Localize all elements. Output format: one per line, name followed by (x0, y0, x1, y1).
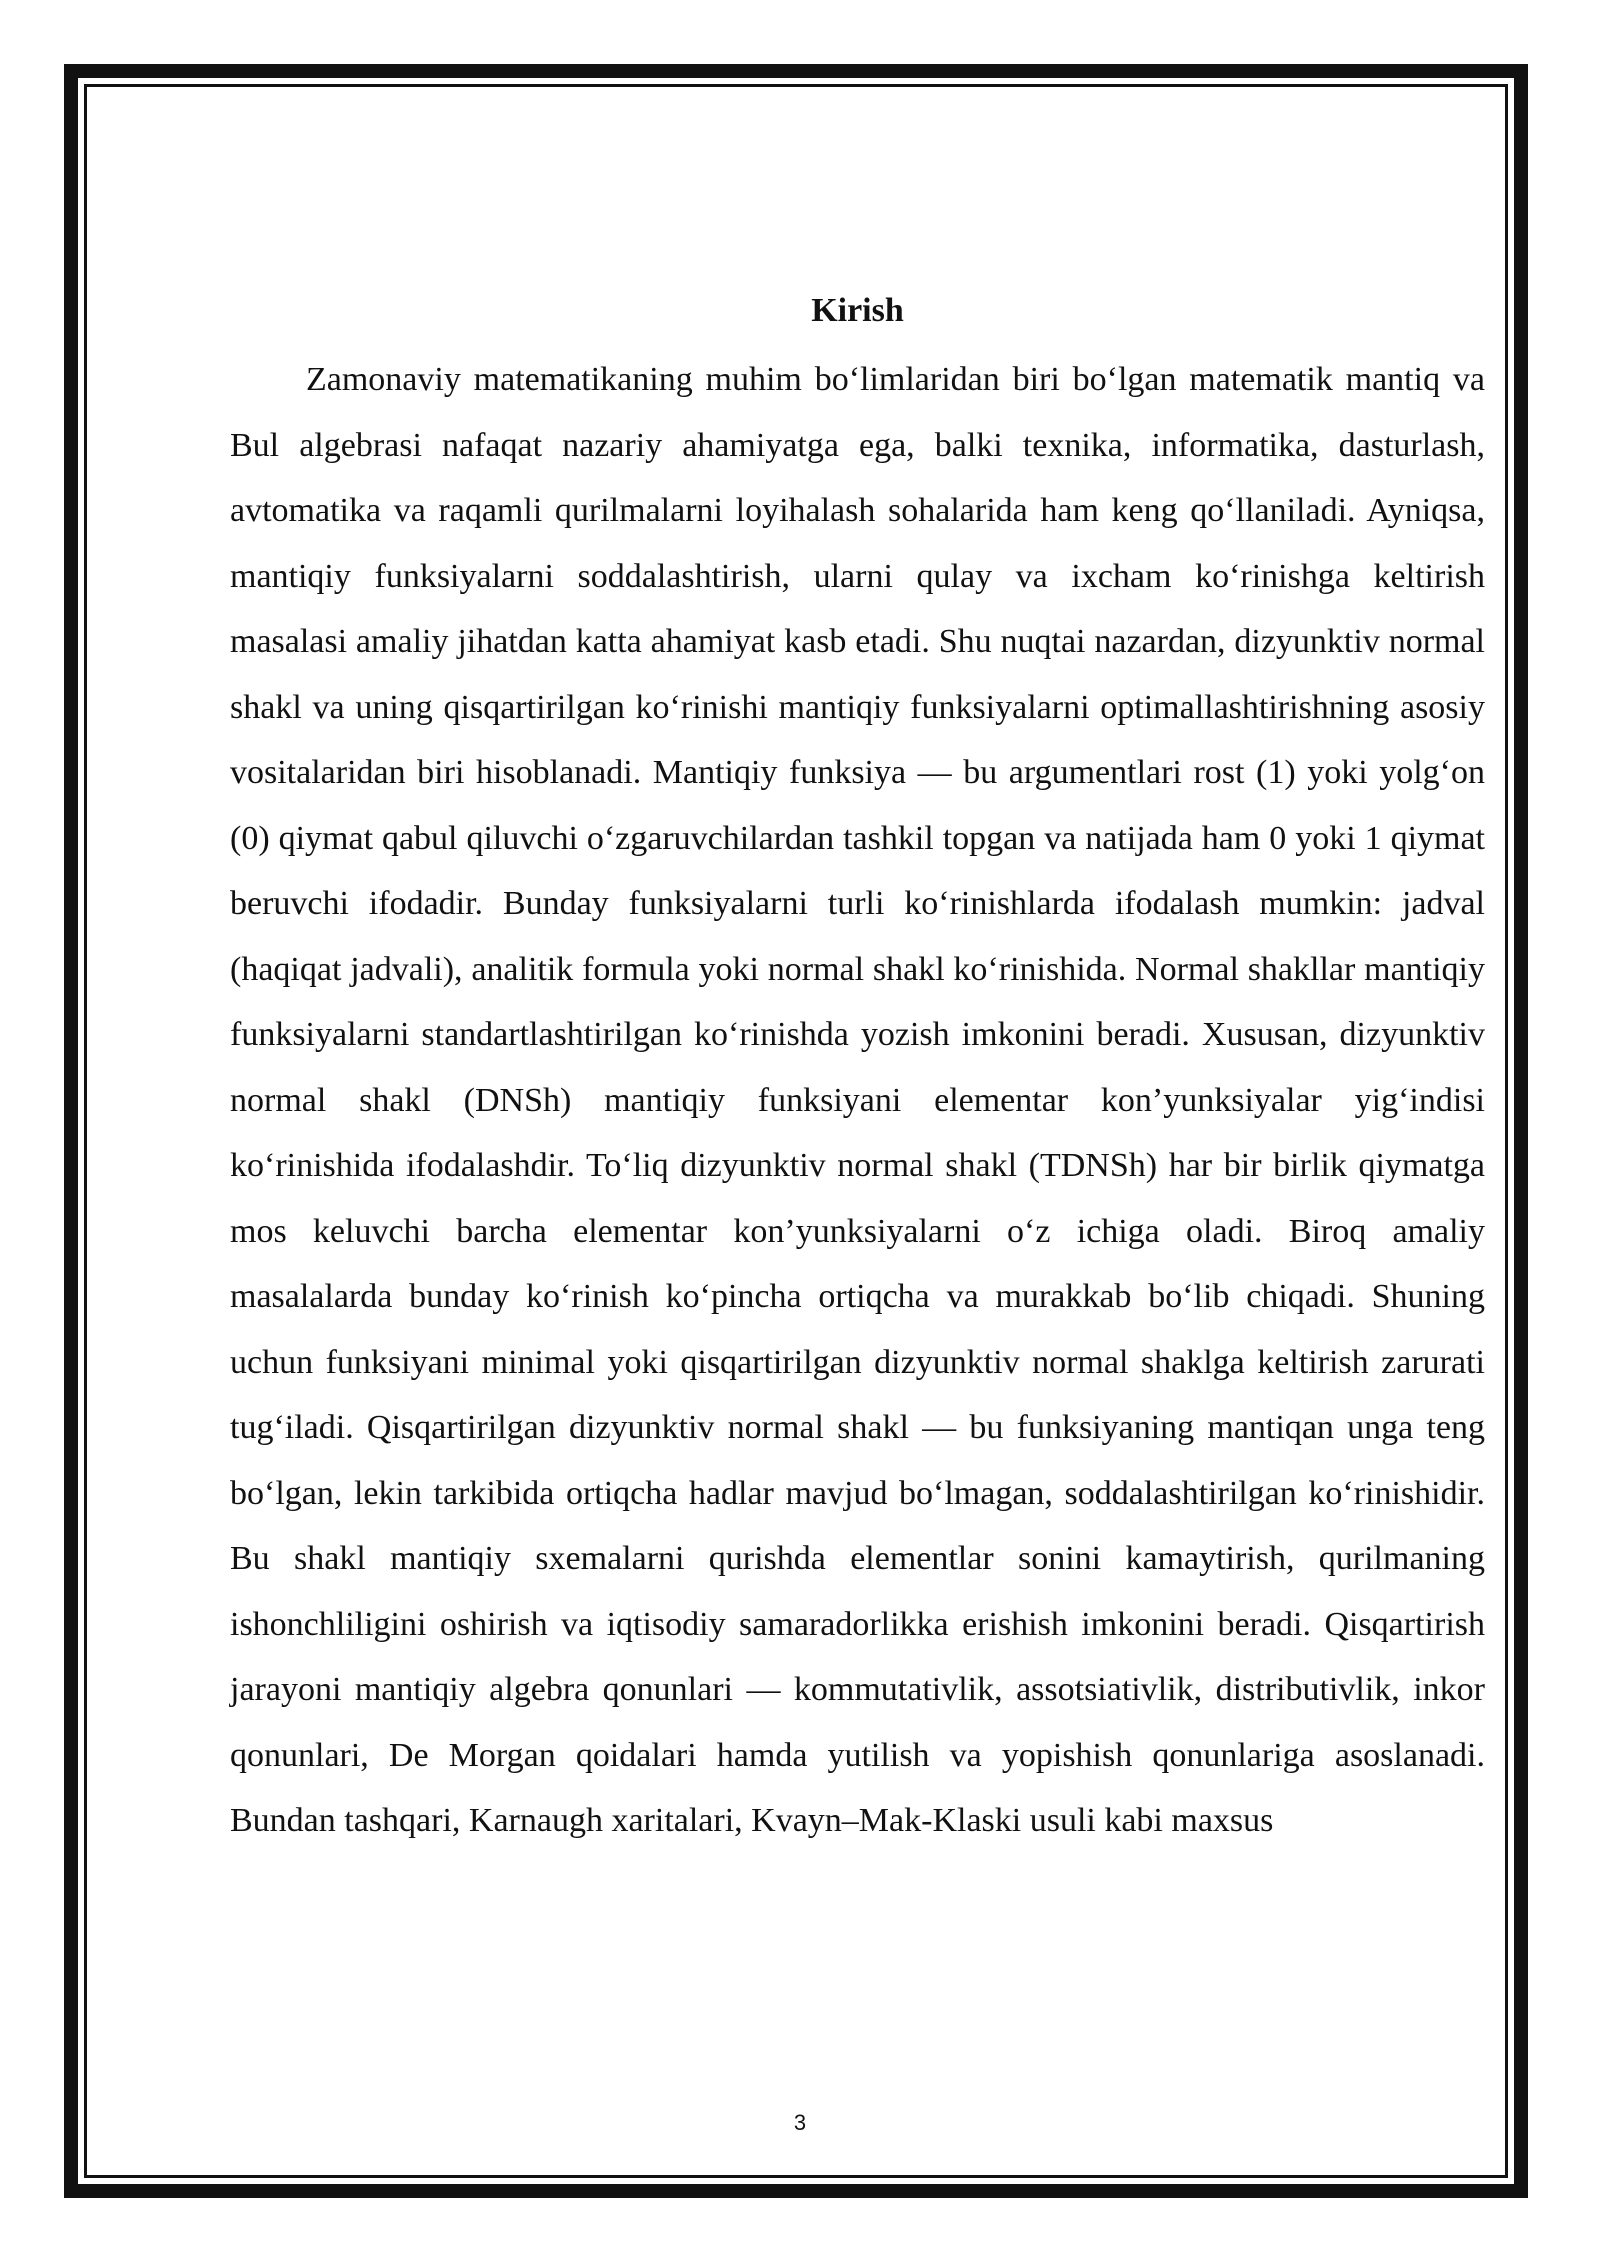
page-content (230, 285, 1485, 1854)
page-number: 3 (793, 2110, 807, 2135)
section-title: Kirish (811, 292, 904, 329)
body-paragraph: Zamonaviy matematikaning muhim bo‘limlaridan biri bo‘lgan matematik mantiq va Bul algebrasi nafaqat nazariy ahamiyatga ega, balki texnika, informatika, dasturlash, avtomatika va raqamli qurilmalarni loyihalash sohalarida ham keng qo‘llaniladi. Ayniqsa, mantiqiy funksiyalarni soddalashtirish, ularni qulay va ixcham ko‘rinishga keltirish masalasi amaliy jihatdan katta ahamiyat kasb etadi. Shu nuqtai nazardan, dizyunktiv normal shakl va uning qisqartirilgan ko‘rinishi mantiqiy funksiyalarni optimallashtirishning asosiy vositalaridan biri hisoblanadi. Mantiqiy funksiya — bu argumentlari rost (1) yoki yolg‘on (0) qiymat qabul qiluvchi o‘zgaruvchilardan tashkil topgan va natijada ham 0 yoki 1 qiymat beruvchi ifodadir. Bunday funksiyalarni turli ko‘rinishlarda ifodalash mumkin: jadval (haqiqat jadvali), analitik formula yoki normal shakl ko‘rinishida. Normal shakllar mantiqiy funksiyalarni standartlashtirilgan ko‘rinishda yozish imkonini beradi. Xususan, dizyunktiv normal shakl (DNSh) mantiqiy funksiyani elementar kon’yunksiyalar yig‘indisi ko‘rinishida ifodalashdir. To‘liq dizyunktiv normal shakl (TDNSh) har bir birlik qiymatga mos keluvchi barcha elementar kon’yunksiyalarni o‘z ichiga oladi. Biroq amaliy masalalarda bunday ko‘rinish ko‘pincha ortiqcha va murakkab bo‘lib chiqadi. Shuning uchun funksiyani minimal yoki qisqartirilgan dizyunktiv normal shaklga keltirish zarurati tug‘iladi. Qisqartirilgan dizyunktiv normal shakl — bu funksiyaning mantiqan unga teng bo‘lgan, lekin tarkibida ortiqcha hadlar mavjud bo‘lmagan, soddalashtirilgan ko‘rinishidir. Bu shakl mantiqiy sxemalarni qurishda elementlar sonini kamaytirish, qurilmaning ishonchliligini oshirish va iqtisodiy samaradorlikka erishish imkonini beradi. Qisqartirish jarayoni mantiqiy algebra qonunlari — kommutativlik, assotsiativlik, distributivlik, inkor qonunlari, De Morgan qoidalari hamda yutilish va yopishish qonunlariga asoslanadi. Bundan tashqari, Karnaugh xaritalari, Kvayn–Mak-Klaski usuli kabi maxsus (230, 361, 1485, 1839)
